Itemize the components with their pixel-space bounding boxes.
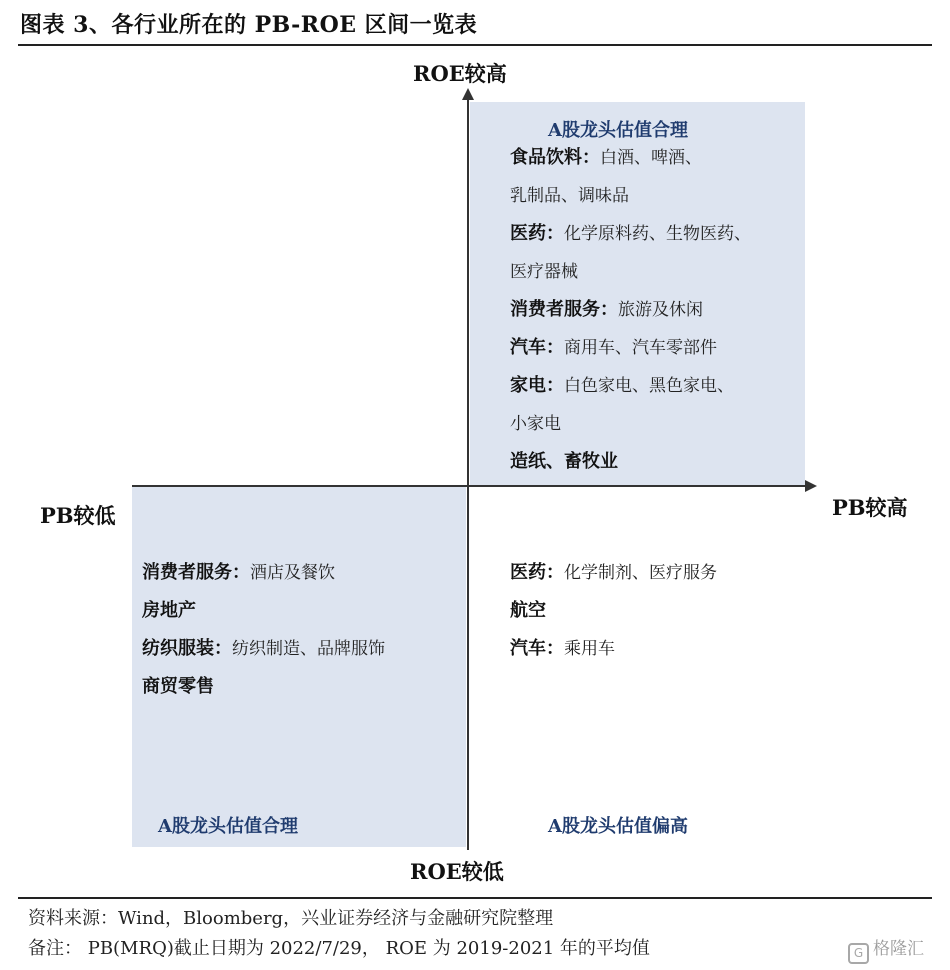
list-item: 纺织服装：纺织制造、品牌服饰: [142, 638, 385, 659]
list-item: 医药：化学原料药、生物医药、: [510, 223, 751, 244]
list-item: 汽车：商用车、汽车零部件: [510, 337, 717, 358]
arrow-right-icon: [805, 480, 817, 492]
quadrant-bottom-left-list: [142, 554, 385, 706]
quadrant-bottom-right-title: A股龙头估值偏高: [548, 816, 688, 837]
quadrant-bottom-right-list: [510, 554, 717, 668]
list-item: 小家电: [510, 414, 561, 434]
arrow-up-icon: [462, 88, 474, 100]
axis-label-bottom: ROE较低: [410, 859, 504, 884]
list-item: 汽车：乘用车: [510, 638, 615, 659]
watermark-text: 格隆汇: [873, 939, 924, 959]
list-item: 消费者服务：酒店及餐饮: [142, 562, 335, 583]
title-divider: [18, 44, 932, 46]
list-item: 房地产: [142, 600, 196, 621]
quadrant-top-right-title: A股龙头估值合理: [548, 120, 688, 141]
list-item: 航空: [510, 600, 546, 621]
footer-divider: [18, 897, 932, 899]
footer-source: 资料来源：Wind，Bloomberg，兴业证券经济与金融研究院整理: [28, 908, 554, 929]
list-item: 商贸零售: [142, 676, 214, 697]
list-item: 乳制品、调味品: [510, 186, 629, 206]
footer-note: 备注： PB(MRQ)截止日期为 2022/7/29， ROE 为 2019-2021 年的平均值: [28, 938, 650, 959]
watermark: [848, 934, 924, 964]
horizontal-axis: [132, 485, 807, 487]
list-item: 医疗器械: [510, 262, 578, 282]
axis-label-top: ROE较高: [413, 61, 507, 86]
vertical-axis: [467, 100, 469, 850]
axis-label-left: PB较低: [40, 503, 116, 528]
list-item: 消费者服务：旅游及休闲: [510, 299, 703, 320]
page-title: 图表 3、各行业所在的 PB-ROE 区间一览表: [20, 12, 478, 38]
list-item: 医药：化学制剂、医疗服务: [510, 562, 717, 583]
axis-label-right: PB较高: [832, 495, 908, 520]
list-item: 家电：白色家电、黑色家电、: [510, 375, 734, 396]
g-logo-icon: G: [848, 943, 869, 964]
list-item: 造纸、畜牧业: [510, 451, 618, 472]
quadrant-top-right-list: [510, 139, 751, 481]
quadrant-bottom-left-title: A股龙头估值合理: [158, 816, 298, 837]
list-item: 食品饮料：白酒、啤酒、: [510, 147, 702, 168]
